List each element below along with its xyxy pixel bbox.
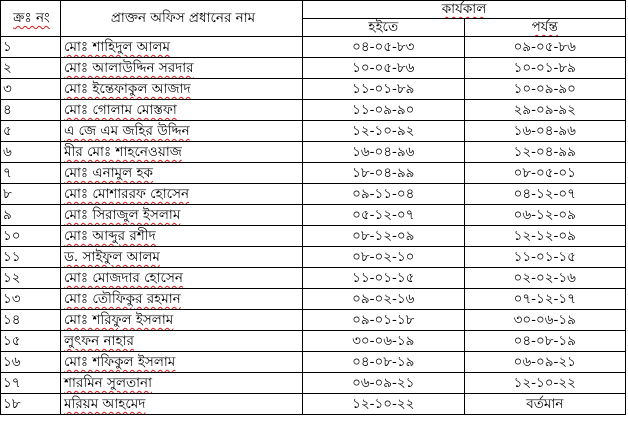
from-date-cell-text: ১৮-০৪-৯৯ xyxy=(352,165,415,181)
from-date-cell-text: ১৬-০৪-৯৬ xyxy=(352,144,415,160)
to-date-cell xyxy=(464,394,626,415)
from-date-cell-text: ১২-১০-২২ xyxy=(352,396,415,412)
serial-cell xyxy=(1,226,61,247)
to-date-cell-text: ১২-১০-২২ xyxy=(513,375,576,391)
from-date-cell xyxy=(303,247,465,268)
from-date-cell-text: ১১-০১-১৫ xyxy=(352,270,415,286)
serial-cell xyxy=(1,289,61,310)
to-date-cell xyxy=(464,373,626,394)
table-row xyxy=(1,289,626,310)
serial-cell xyxy=(1,394,61,415)
serial-cell-text: ১ xyxy=(3,39,12,55)
from-date-cell xyxy=(303,310,465,331)
from-date-cell xyxy=(303,226,465,247)
header-name-label: প্রাক্তন অফিস প্রধানের নাম xyxy=(110,10,256,26)
table-header xyxy=(1,1,626,37)
name-cell xyxy=(61,205,303,226)
name-cell-text: মোঃ আব্দুর রশীদ xyxy=(64,228,156,244)
serial-cell-text: ১৭ xyxy=(3,375,21,391)
table-row xyxy=(1,373,626,394)
name-cell xyxy=(61,100,303,121)
from-date-cell xyxy=(303,373,465,394)
name-cell-text: মোঃ ইন্তেফাকুল আজাদ xyxy=(64,81,191,97)
header-period xyxy=(303,1,626,19)
table-row xyxy=(1,247,626,268)
from-date-cell-text: ০৪-০৫-৮৩ xyxy=(352,39,415,55)
from-date-cell-text: ০৮-১২-০৯ xyxy=(352,228,415,244)
from-date-cell-text: ০৬-০৯-২১ xyxy=(352,375,415,391)
table-row xyxy=(1,58,626,79)
table-row xyxy=(1,226,626,247)
serial-cell-text: ৬ xyxy=(3,144,12,160)
to-date-cell xyxy=(464,205,626,226)
serial-cell xyxy=(1,352,61,373)
to-date-cell-text: ০৪-১২-০৭ xyxy=(513,186,576,202)
from-date-cell-text: ১১-০১-৮৯ xyxy=(352,81,415,97)
from-date-cell-text: ১১-০৯-৯০ xyxy=(352,102,415,118)
from-date-cell xyxy=(303,142,465,163)
serial-cell xyxy=(1,37,61,58)
serial-cell-text: ১৮ xyxy=(3,396,21,412)
name-cell xyxy=(61,394,303,415)
name-cell-text: মোঃ শাহিদুল আলম xyxy=(64,39,170,55)
to-date-cell-text: ১৬-০৪-৯৬ xyxy=(513,123,576,139)
name-cell-text: মরিয়ম আহমেদ xyxy=(64,396,146,412)
table-row xyxy=(1,142,626,163)
table-row xyxy=(1,121,626,142)
name-cell-text: ড. সাইফুল আলম xyxy=(64,249,160,265)
to-date-cell-text: ০৪-০৮-১৯ xyxy=(513,333,576,349)
from-date-cell xyxy=(303,268,465,289)
from-date-cell xyxy=(303,100,465,121)
serial-cell-text: ১৬ xyxy=(3,354,21,370)
name-cell-text: মীর মোঃ শাহনেওয়াজ xyxy=(64,144,182,160)
name-cell-text: মোঃ আলাউদ্দিন সরদার xyxy=(64,60,194,76)
from-date-cell-text: ০৯-০২-১৬ xyxy=(352,291,415,307)
to-date-cell xyxy=(464,226,626,247)
serial-cell-text: ১৪ xyxy=(3,312,21,328)
from-date-cell xyxy=(303,163,465,184)
table-row xyxy=(1,100,626,121)
to-date-cell-text: ০৮-০৫-০১ xyxy=(513,165,576,181)
to-date-cell xyxy=(464,289,626,310)
serial-cell-text: ২ xyxy=(3,60,12,76)
serial-cell xyxy=(1,100,61,121)
serial-cell xyxy=(1,58,61,79)
from-date-cell xyxy=(303,394,465,415)
to-date-cell-text: ০৬-১২-০৯ xyxy=(513,207,576,223)
name-cell xyxy=(61,142,303,163)
to-date-cell xyxy=(464,268,626,289)
from-date-cell xyxy=(303,58,465,79)
from-date-cell xyxy=(303,205,465,226)
table-row xyxy=(1,184,626,205)
name-cell-text: মোঃ শফিকুল ইসলাম xyxy=(64,354,176,370)
serial-cell-text: ৯ xyxy=(3,207,12,223)
from-date-cell-text: ১০-০৫-৮৬ xyxy=(352,60,415,76)
header-to xyxy=(464,19,626,37)
serial-cell-text: ১১ xyxy=(3,249,21,265)
name-cell xyxy=(61,268,303,289)
serial-cell-text: ৭ xyxy=(3,165,12,181)
name-cell xyxy=(61,184,303,205)
serial-cell-text: ১৩ xyxy=(3,291,21,307)
name-cell-text: মোঃ মোজদার হোসেন xyxy=(64,270,183,286)
table-row xyxy=(1,268,626,289)
from-date-cell xyxy=(303,289,465,310)
to-date-cell-text: ১২-১২-০৯ xyxy=(513,228,576,244)
from-date-cell xyxy=(303,121,465,142)
name-cell xyxy=(61,163,303,184)
to-date-cell xyxy=(464,58,626,79)
name-cell-text: শারমিন সুলতানা xyxy=(64,375,153,391)
serial-cell xyxy=(1,79,61,100)
header-to-label: পর্যন্ত xyxy=(531,19,558,35)
name-cell xyxy=(61,79,303,100)
to-date-cell xyxy=(464,121,626,142)
name-cell-text: লুৎফন নাহার xyxy=(64,333,134,349)
to-date-cell-text: ০৭-১২-১৭ xyxy=(513,291,576,307)
name-cell xyxy=(61,247,303,268)
serial-cell-text: ৫ xyxy=(3,123,12,139)
name-cell-text: মোঃ মোশাররফ হোসেন xyxy=(64,186,190,202)
serial-cell-text: ১৫ xyxy=(3,333,21,349)
serial-cell xyxy=(1,247,61,268)
to-date-cell-text: ০২-০২-১৬ xyxy=(513,270,576,286)
serial-cell xyxy=(1,331,61,352)
name-cell xyxy=(61,352,303,373)
table-row xyxy=(1,394,626,415)
header-serial-label: ক্রঃ নং xyxy=(13,10,50,26)
to-date-cell xyxy=(464,37,626,58)
to-date-cell-text: ০৯-০৫-৮৬ xyxy=(513,39,576,55)
name-cell xyxy=(61,373,303,394)
name-cell xyxy=(61,226,303,247)
name-cell xyxy=(61,121,303,142)
serial-cell-text: ৪ xyxy=(3,102,12,118)
name-cell-text: এ জে এম জহির উদ্দিন xyxy=(64,123,190,139)
from-date-cell xyxy=(303,79,465,100)
to-date-cell xyxy=(464,352,626,373)
serial-cell-text: ৮ xyxy=(3,186,12,202)
name-cell-text: মোঃ এনামুল হক xyxy=(64,165,154,181)
to-date-cell xyxy=(464,142,626,163)
from-date-cell-text: ০৪-০৮-১৯ xyxy=(352,354,415,370)
from-date-cell-text: ০৮-০২-১০ xyxy=(352,249,415,265)
header-from-label: হইতে xyxy=(368,19,399,35)
table-row xyxy=(1,205,626,226)
from-date-cell xyxy=(303,352,465,373)
serial-cell xyxy=(1,310,61,331)
header-name xyxy=(61,1,303,37)
table-row xyxy=(1,310,626,331)
name-cell-text: মোঃ তৌফিকুর রহমান xyxy=(64,291,181,307)
from-date-cell-text: ১২-১০-৯২ xyxy=(352,123,415,139)
to-date-cell-text: বর্তমান xyxy=(526,396,564,412)
to-date-cell-text: ১২-০৪-৯৯ xyxy=(513,144,576,160)
serial-cell-text: ১২ xyxy=(3,270,21,286)
from-date-cell xyxy=(303,184,465,205)
table-row xyxy=(1,163,626,184)
to-date-cell-text: ৩০-০৬-১৯ xyxy=(513,312,576,328)
name-cell xyxy=(61,310,303,331)
to-date-cell-text: ০৬-০৯-২১ xyxy=(513,354,576,370)
to-date-cell xyxy=(464,247,626,268)
name-cell xyxy=(61,37,303,58)
to-date-cell xyxy=(464,100,626,121)
serial-cell-text: ৩ xyxy=(3,81,12,97)
header-serial xyxy=(1,1,61,37)
from-date-cell-text: ০৫-১২-০৭ xyxy=(352,207,415,223)
to-date-cell xyxy=(464,184,626,205)
name-cell xyxy=(61,331,303,352)
name-cell xyxy=(61,289,303,310)
from-date-cell xyxy=(303,331,465,352)
table-row xyxy=(1,37,626,58)
serial-cell xyxy=(1,373,61,394)
to-date-cell-text: ২৯-০৯-৯২ xyxy=(513,102,576,118)
serial-cell xyxy=(1,121,61,142)
serial-cell xyxy=(1,163,61,184)
to-date-cell xyxy=(464,310,626,331)
name-cell-text: মোঃ গোলাম মোস্তফা xyxy=(64,102,177,118)
table-row xyxy=(1,331,626,352)
to-date-cell xyxy=(464,79,626,100)
to-date-cell-text: ১০-০১-৮৯ xyxy=(513,60,576,76)
table-row xyxy=(1,79,626,100)
serial-cell xyxy=(1,268,61,289)
name-cell xyxy=(61,58,303,79)
to-date-cell-text: ১০-০৯-৯০ xyxy=(513,81,576,97)
from-date-cell-text: ০৯-১১-০৪ xyxy=(352,186,415,202)
to-date-cell xyxy=(464,331,626,352)
to-date-cell-text: ১১-০১-১৫ xyxy=(513,249,576,265)
from-date-cell-text: ০৯-০১-১৮ xyxy=(352,312,415,328)
table-body xyxy=(1,37,626,415)
from-date-cell xyxy=(303,37,465,58)
header-from xyxy=(303,19,465,37)
to-date-cell xyxy=(464,163,626,184)
serial-cell-text: ১০ xyxy=(3,228,21,244)
name-cell-text: মোঃ সিরাজুল ইসলাম xyxy=(64,207,181,223)
serial-cell xyxy=(1,184,61,205)
table-row xyxy=(1,352,626,373)
serial-cell xyxy=(1,205,61,226)
serial-cell xyxy=(1,142,61,163)
name-cell-text: মোঃ শরিফুল ইসলাম xyxy=(64,312,174,328)
header-period-label: কার্যকাল xyxy=(441,1,487,17)
from-date-cell-text: ৩০-০৬-১৯ xyxy=(352,333,415,349)
